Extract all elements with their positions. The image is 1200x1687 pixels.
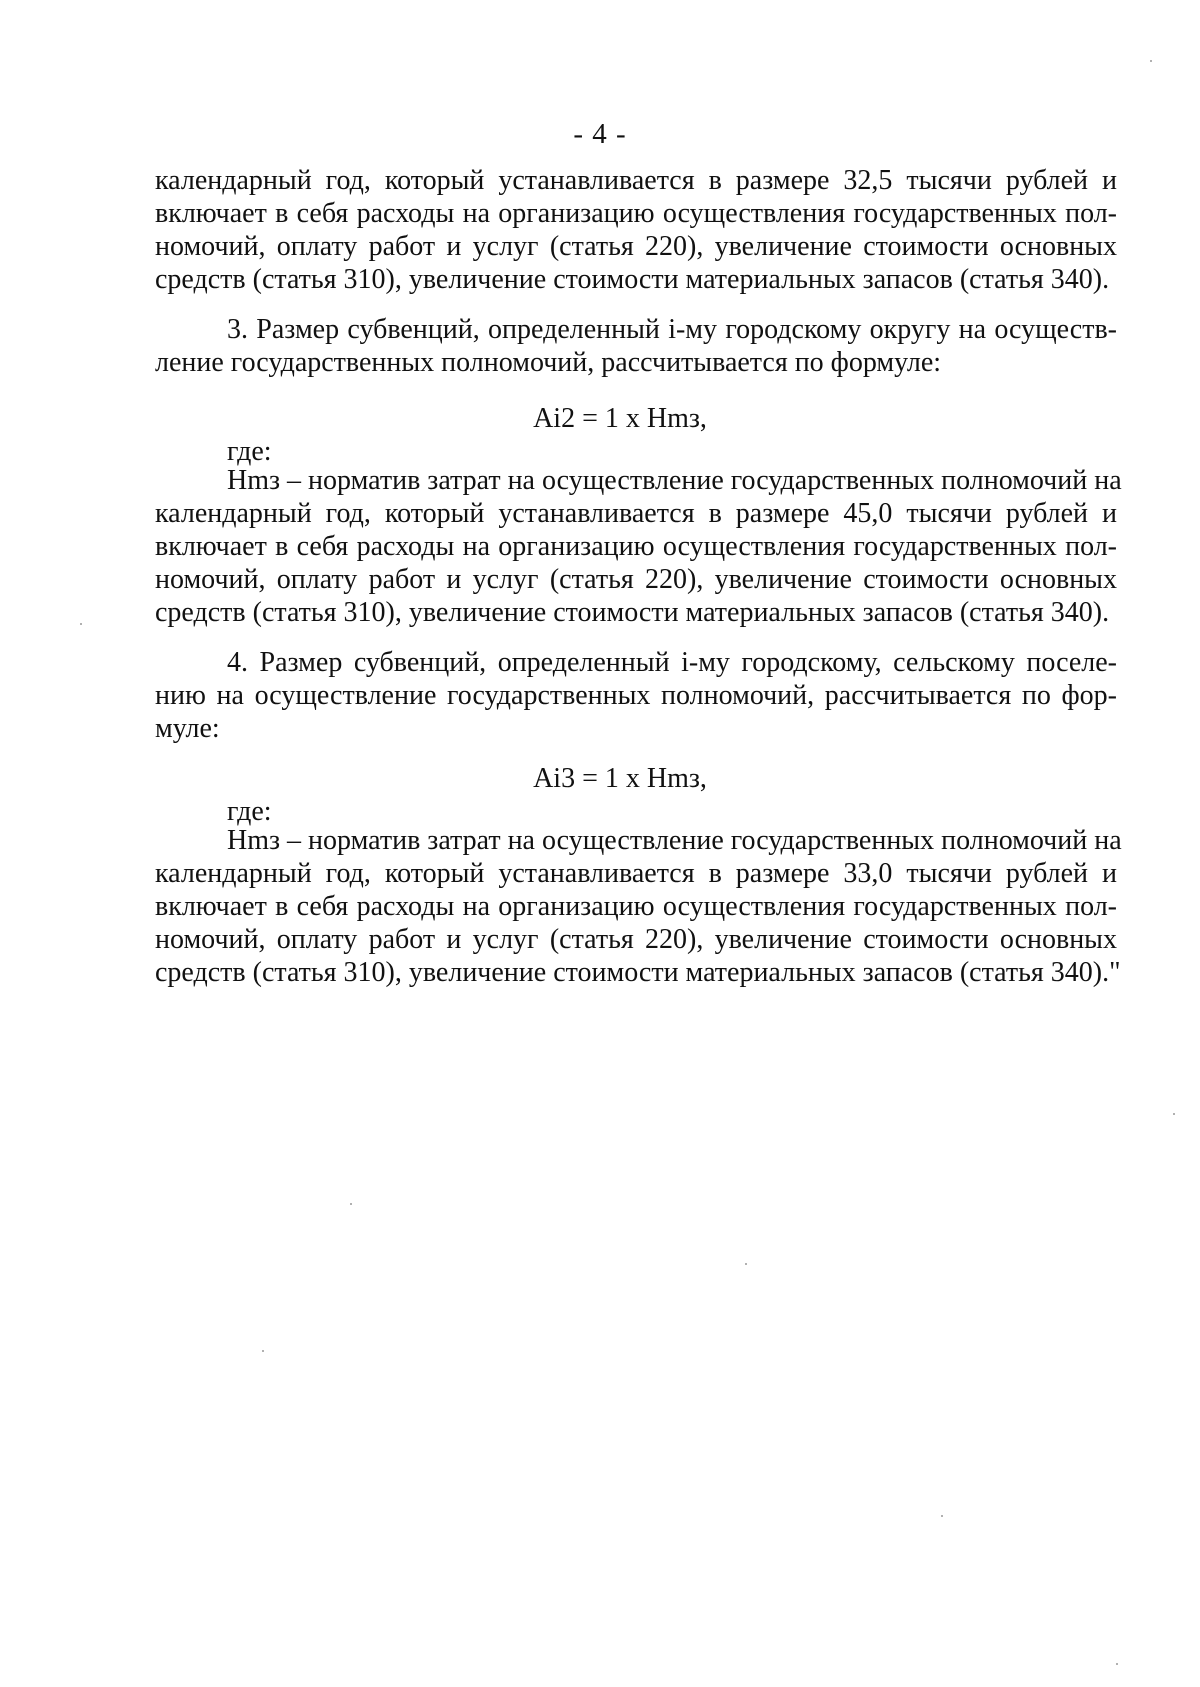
formula-ai3: Ai3 = 1 х Hmз, <box>533 763 707 794</box>
scan-speck <box>262 1350 264 1352</box>
where-label: где: <box>227 796 272 827</box>
text-line: номочий, оплату работ и услуг (статья 220), увеличение стоимости основных <box>155 231 1117 262</box>
page-number: - 4 - <box>573 118 627 150</box>
text-line: календарный год, который устанавливается в размере 45,0 тысячи рублей и <box>155 498 1117 529</box>
text-line: Hmз – норматив затрат на осуществление государственных полномочий на <box>227 825 1122 856</box>
definition-block-4 <box>155 824 1122 989</box>
text-line: номочий, оплату работ и услуг (статья 220), увеличение стоимости основных <box>155 924 1117 955</box>
text-line: муле: <box>155 713 220 744</box>
paragraph-4 <box>155 646 1117 745</box>
scan-speck <box>941 1515 943 1517</box>
text-line: Hmз – норматив затрат на осуществление государственных полномочий на <box>227 465 1122 496</box>
scan-speck <box>350 1203 352 1205</box>
text-line: средств (статья 310), увеличение стоимости материальных запасов (статья 340). <box>155 597 1110 628</box>
text-line: средств (статья 310), увеличение стоимости материальных запасов (статья 340). <box>155 264 1110 295</box>
text-line: включает в себя расходы на организацию осуществления государственных пол- <box>155 531 1117 562</box>
definition-block-3 <box>155 464 1122 629</box>
text-line: включает в себя расходы на организацию осуществления государственных пол- <box>155 198 1117 229</box>
text-line: 3. Размер субвенций, определенный i-му городскому округу на осуществ- <box>227 314 1117 345</box>
text-line: нию на осуществление государственных полномочий, рассчитывается по фор- <box>155 680 1117 711</box>
scan-speck <box>1150 60 1152 62</box>
text-line: календарный год, который устанавливается в размере 33,0 тысячи рублей и <box>155 858 1117 889</box>
text-line: календарный год, который устанавливается в размере 32,5 тысячи рублей и <box>155 165 1117 196</box>
where-label: где: <box>227 436 272 467</box>
continuation-paragraph <box>155 164 1117 296</box>
scan-speck <box>745 1263 747 1265</box>
text-line: ление государственных полномочий, рассчитывается по формуле: <box>155 347 942 378</box>
text-line: номочий, оплату работ и услуг (статья 220), увеличение стоимости основных <box>155 564 1117 595</box>
scan-speck <box>1173 1113 1175 1115</box>
formula-ai2: Ai2 = 1 х Hmз, <box>533 403 707 434</box>
scan-speck <box>80 623 82 625</box>
scan-speck <box>1116 1663 1118 1665</box>
text-line: средств (статья 310), увеличение стоимости материальных запасов (статья 340)." <box>155 957 1121 988</box>
text-line: 4. Размер субвенций, определенный i-му городскому, сельскому поселе- <box>227 647 1117 678</box>
text-line: включает в себя расходы на организацию осуществления государственных пол- <box>155 891 1117 922</box>
paragraph-3 <box>155 313 1117 379</box>
